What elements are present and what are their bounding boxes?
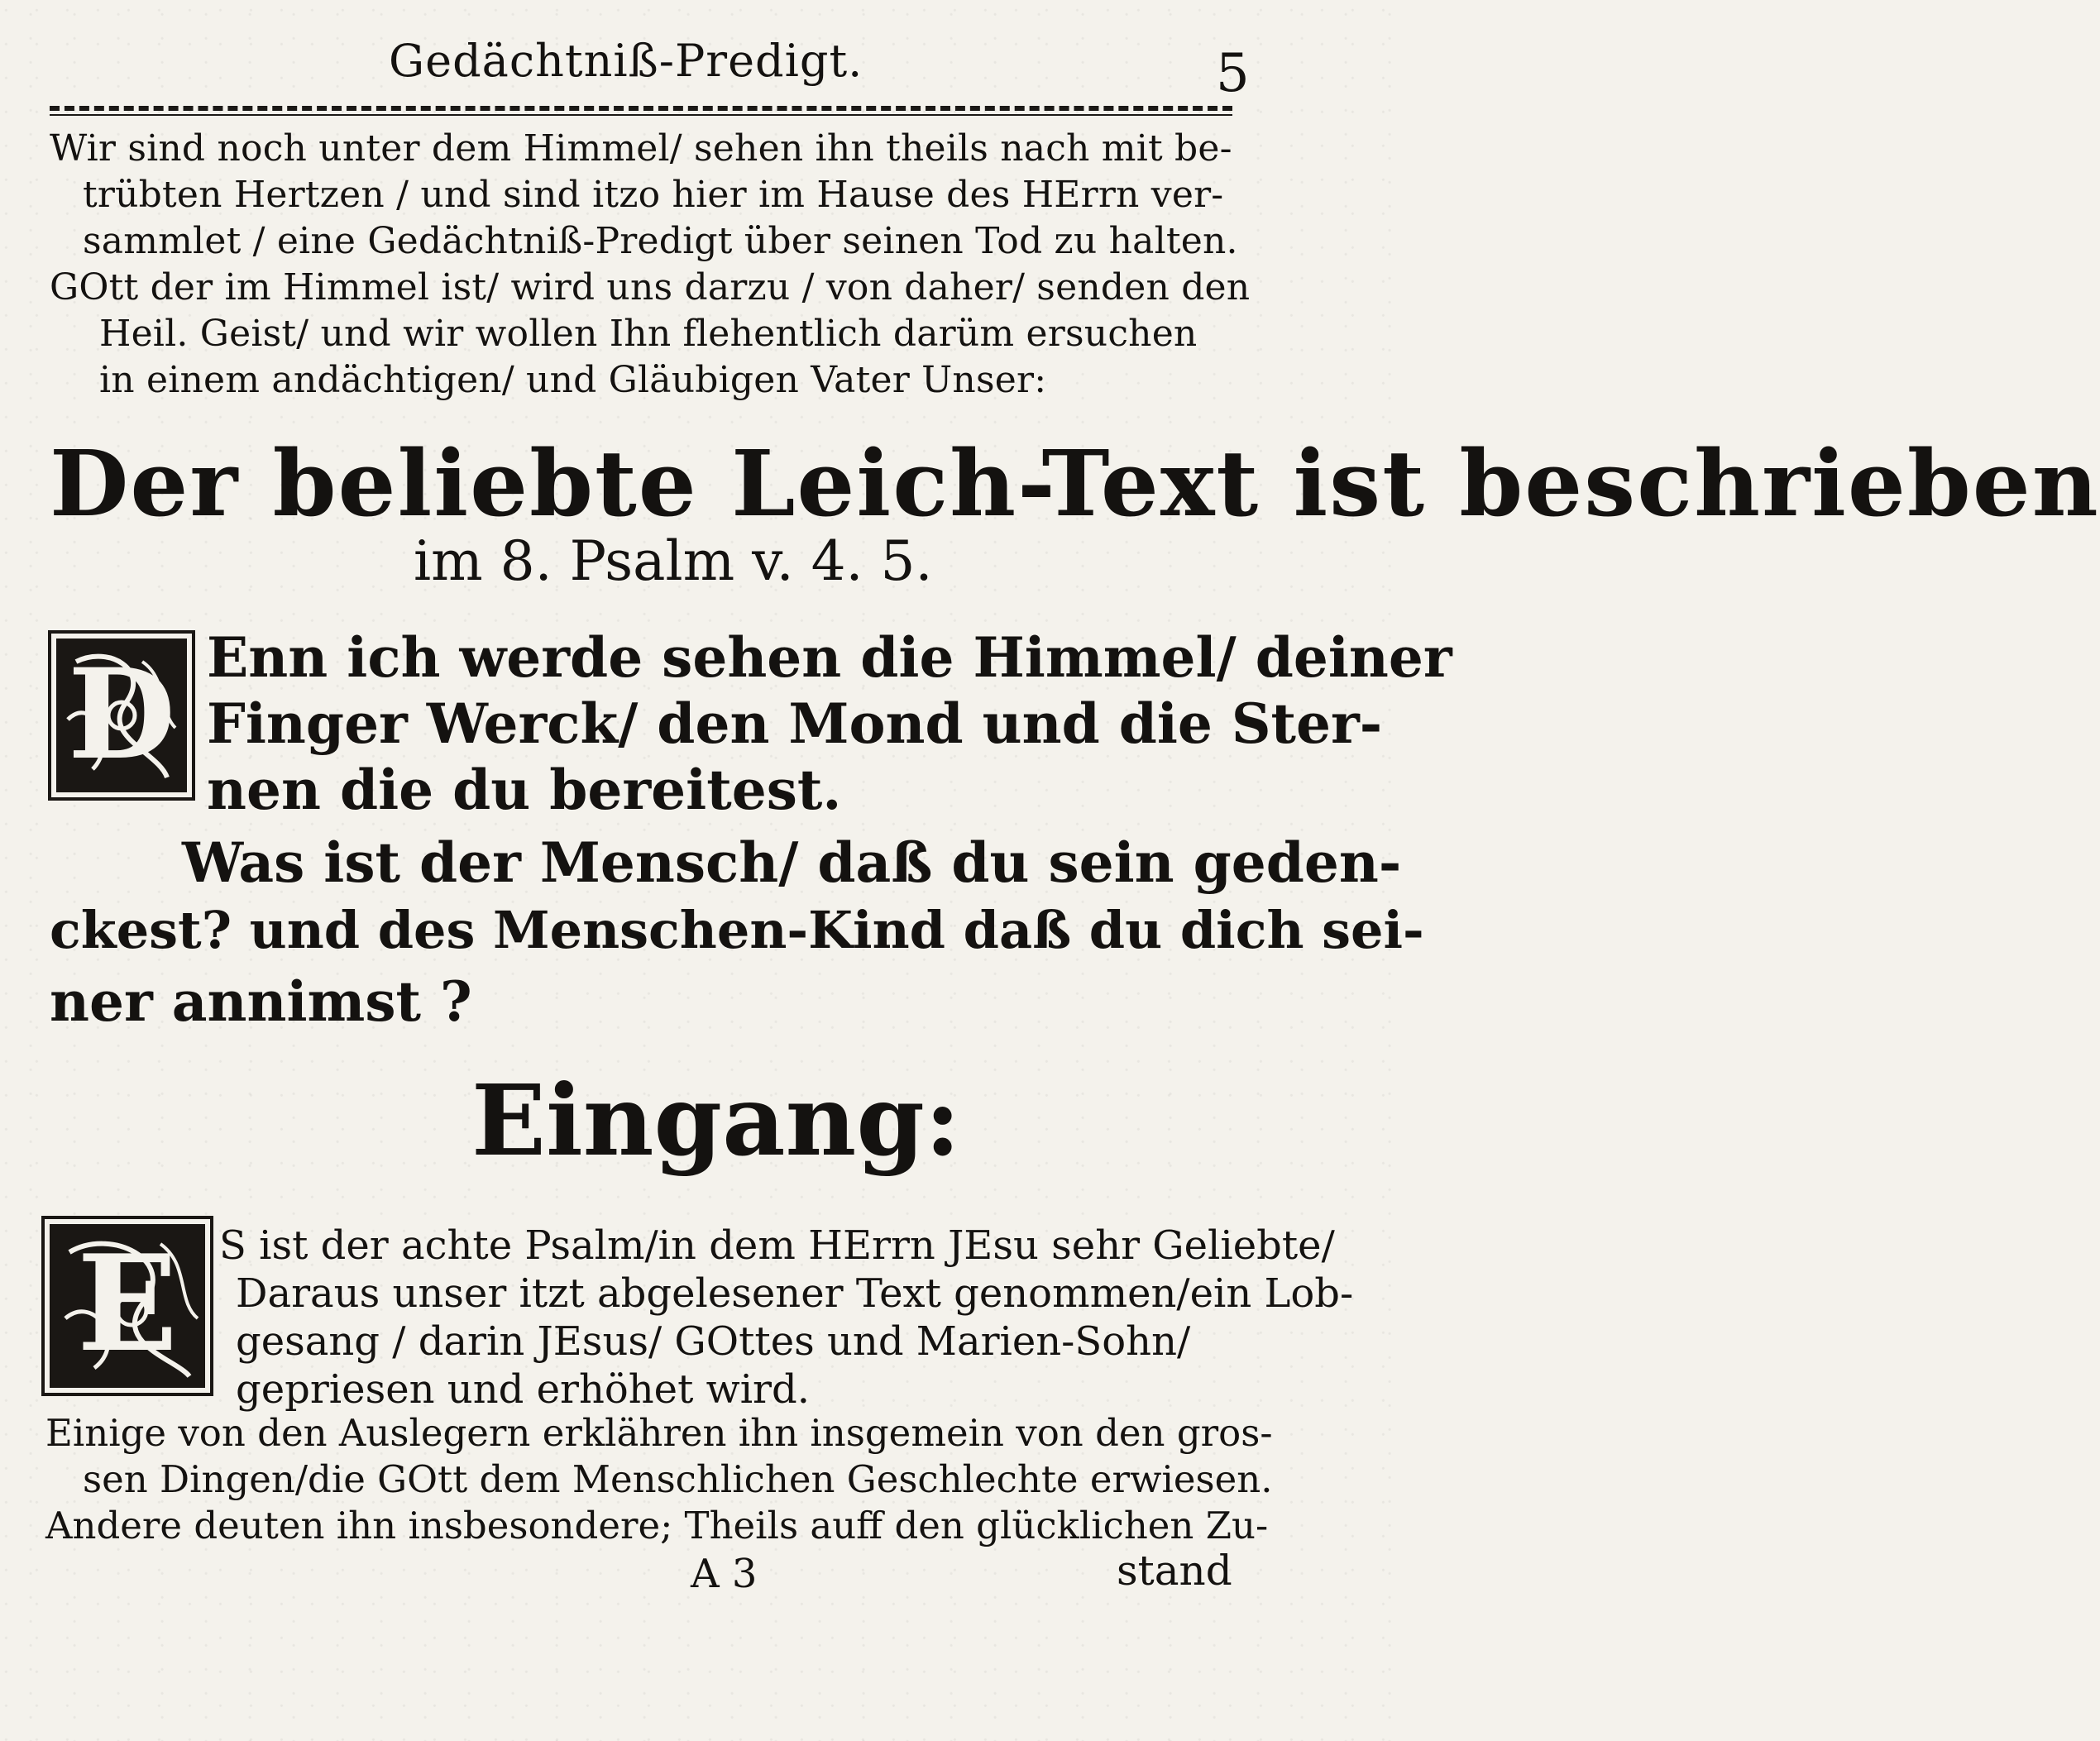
text-heading: Der beliebte Leich-Text ist beschrieben	[50, 430, 2100, 537]
text-reference: im 8. Psalm v. 4. 5.	[414, 529, 933, 593]
psalm-line-4: Was ist der Mensch/ daß du sein geden-	[182, 830, 1402, 895]
eingang-line-2: Daraus unser itzt abgelesener Text genommen/ein Lob-	[236, 1270, 1354, 1317]
catchword: stand	[1117, 1547, 1232, 1595]
eingang-line-4: gepriesen und erhöhet wird.	[236, 1366, 810, 1413]
psalm-line-2: Finger Werck/ den Mond und die Ster-	[207, 691, 1383, 756]
psalm-line-1: Enn ich werde sehen die Himmel/ deiner	[207, 625, 1452, 690]
eingang-line-3: gesang / darin JEsus/ GOttes und Marien-Sohn/	[236, 1318, 1191, 1365]
intro-line-6: in einem andächtigen/ und Gläubigen Vater Unser:	[99, 359, 1047, 401]
eingang-line-5: Einige von den Auslegern erklähren ihn insgemein von den gros-	[45, 1411, 1273, 1455]
decorated-initial-d	[48, 630, 195, 801]
psalm-line-5: ckest? und des Menschen-Kind daß du dich sei-	[50, 900, 1424, 960]
eingang-line-6: sen Dingen/die GOtt dem Menschlichen Geschlechte erwiesen.	[83, 1457, 1273, 1501]
psalm-line-6: ner annimst ?	[50, 969, 472, 1034]
section-title: Eingang:	[471, 1063, 961, 1178]
intro-line-2: trübten Hertzen / und sind itzo hier im Hause des HErrn ver-	[83, 174, 1224, 216]
intro-line-5: Heil. Geist/ und wir wollen Ihn flehentlich darüm ersuchen	[99, 313, 1198, 355]
signature-mark: A 3	[691, 1551, 758, 1597]
decorated-initial-e	[41, 1216, 213, 1396]
intro-line-4: GOtt der im Himmel ist/ wird uns darzu / von daher/ senden den	[50, 266, 1251, 309]
header-rule-decorative	[50, 106, 1232, 111]
page-number: 5	[1216, 43, 1250, 104]
intro-line-3: sammlet / eine Gedächtniß-Predigt über seinen Tod zu halten.	[83, 220, 1238, 262]
running-title: Gedächtniß-Predigt.	[389, 35, 863, 87]
intro-line-1: Wir sind noch unter dem Himmel/ sehen ihn theils nach mit be-	[50, 127, 1232, 170]
eingang-line-1: S ist der achte Psalm/in dem HErrn JEsu sehr Geliebte/	[219, 1222, 1335, 1269]
initial-letter: D	[67, 642, 176, 787]
initial-letter: E	[77, 1226, 178, 1381]
header-rule	[50, 114, 1232, 116]
psalm-line-3: nen die du bereitest.	[207, 758, 842, 822]
eingang-line-7: Andere deuten ihn insbesondere; Theils auff den glücklichen Zu-	[45, 1504, 1269, 1547]
